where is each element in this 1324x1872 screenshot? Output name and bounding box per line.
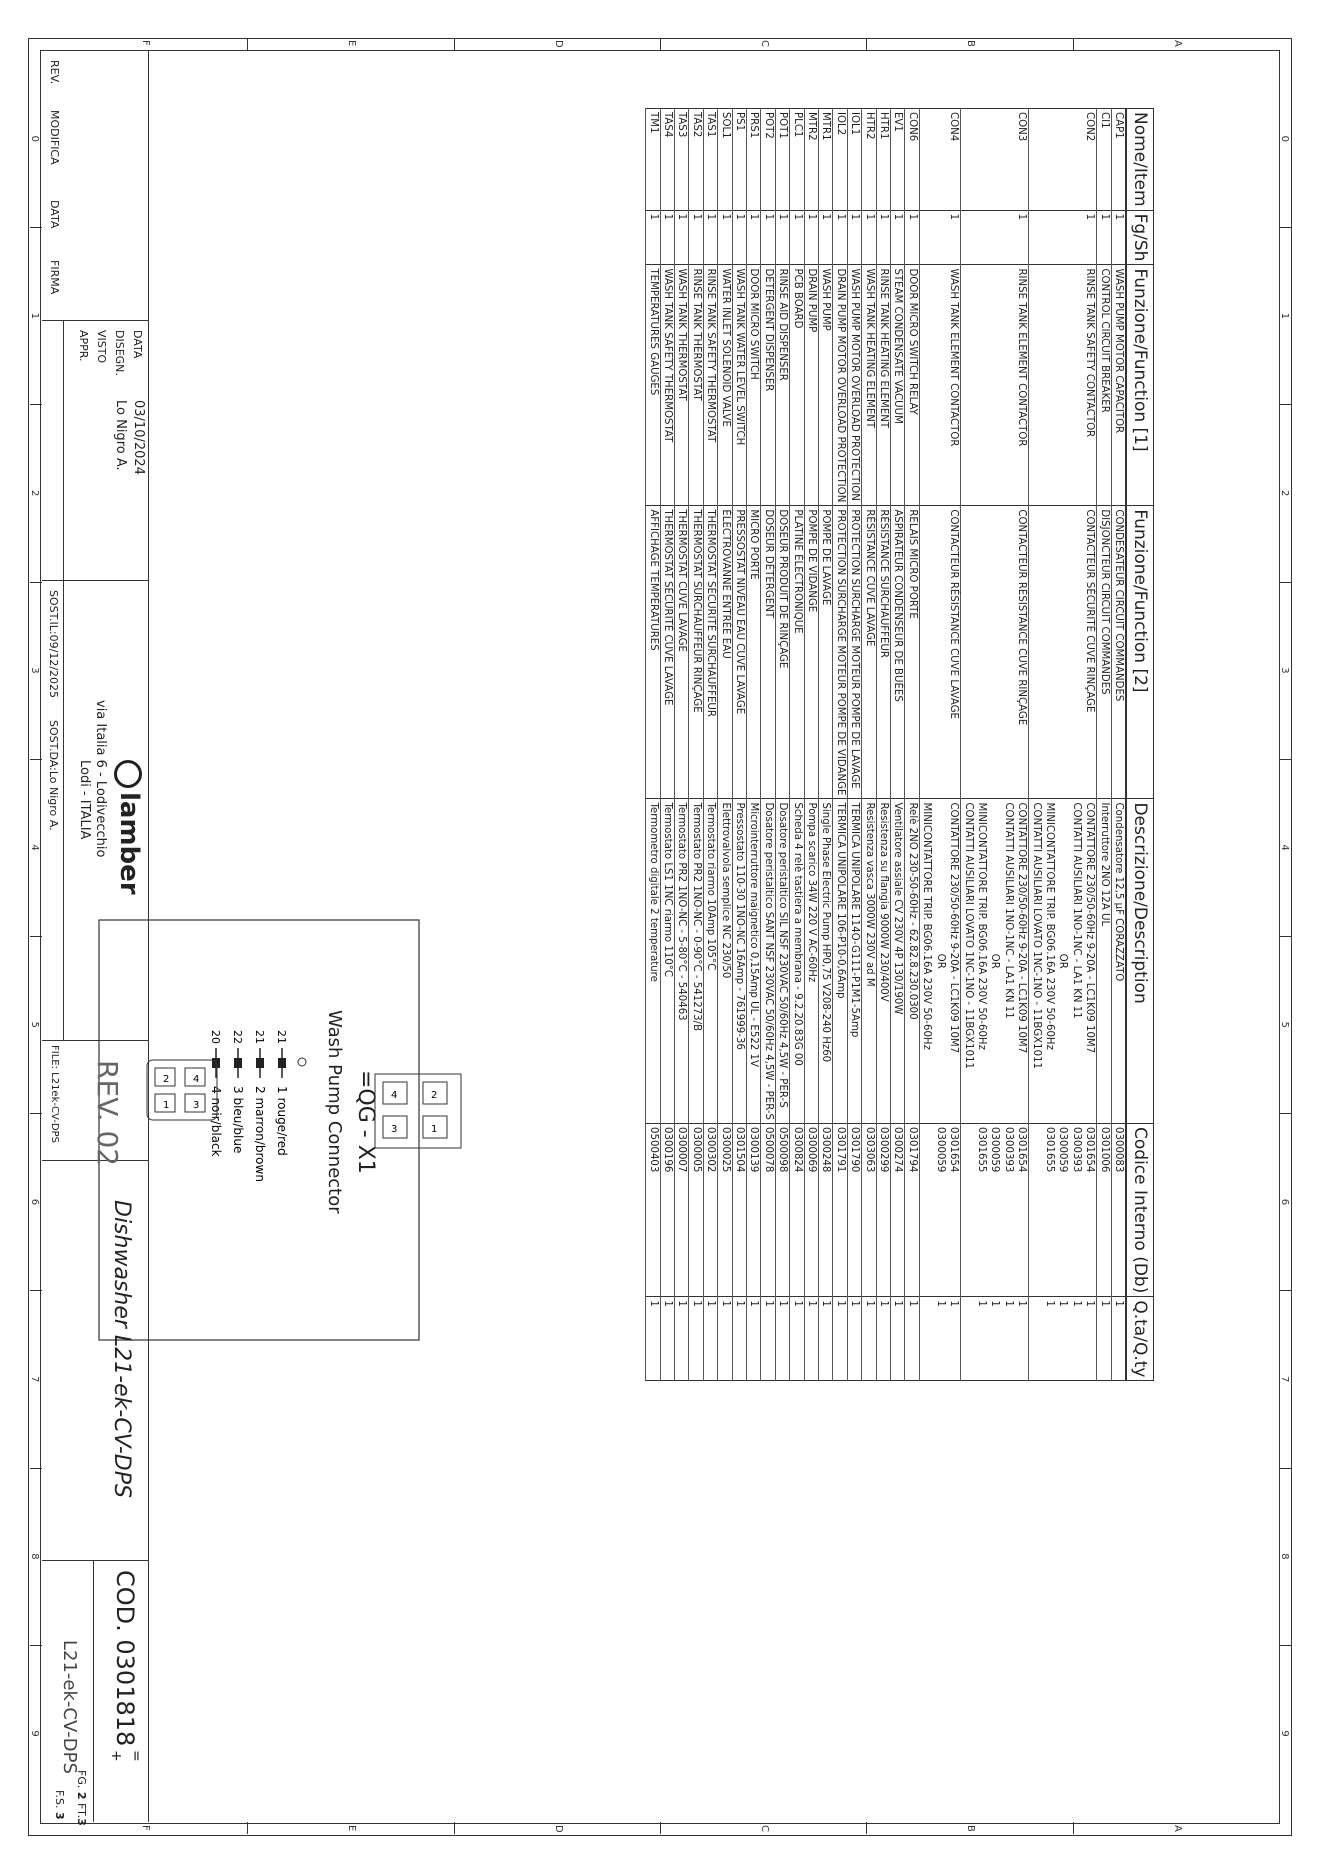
header-function-2: Funzione/Function [2] [1126, 506, 1154, 799]
tb-sost-il: SOST.IL:09/12/2025 [47, 590, 60, 699]
cell-description: Pressostato 110-30 1NO-NC 16Amp - 761999-36 [732, 799, 746, 1124]
tb-firma: FIRMA [48, 260, 61, 295]
cell-item: CON2 [1029, 109, 1097, 211]
cell-code: 0301794 [905, 1124, 919, 1297]
tb-code: COD. 0301818 [111, 1570, 139, 1747]
cell-item: HTR2 [862, 109, 876, 211]
zone-column-label: 3 [1279, 667, 1290, 674]
connector-subtitle: Wash Pump Connector [324, 1010, 345, 1214]
pin-b4: 1 [431, 1124, 438, 1135]
cell-description: Termostato PR2 1NO-NC - 5-80°C - 540463 [675, 799, 689, 1124]
pin-a1: 2 [163, 1074, 170, 1085]
wire-number: 21 [275, 1030, 288, 1044]
cell-function-2: THERMOSTAT SÉCURITÉ SURCHAUFFEUR [703, 506, 717, 799]
cell-item: CON6 [905, 109, 919, 211]
cell-sheet: 1 [905, 210, 919, 265]
cell-qty: 1 [1097, 1297, 1111, 1381]
cell-item: TAS1 [703, 109, 717, 211]
cell-function-2: MICRO PORTE [747, 506, 761, 799]
wire-number: 21 [253, 1030, 266, 1044]
header-code: Codice Interno (Db) [1126, 1124, 1154, 1297]
cell-function-2: PRESSOSTAT NIVEAU EAU CUVE LAVAGE [732, 506, 746, 799]
cell-sheet: 1 [919, 210, 960, 265]
cell-sheet: 1 [847, 210, 861, 265]
cell-qty: 1 [819, 1297, 833, 1381]
cell-function-1: WASH TANK HEATING ELEMENT [862, 265, 876, 506]
tb-appr: APPR. [77, 330, 90, 362]
cell-sheet: 1 [1029, 210, 1097, 265]
cell-function-2: PROTECTION SURCHARGE MOTEUR POMPE DE VIDANGE [833, 506, 847, 799]
cell-description: Relè 2NO 230-50-60Hz - 62.82.8.230.0300 [905, 799, 919, 1124]
tb-address1: via Italia 6 - Lodivecchio [93, 700, 108, 858]
cell-code: 0301791 [833, 1124, 847, 1297]
cell-item: PLC1 [790, 109, 804, 211]
zone-column-label: 3 [29, 667, 40, 674]
cell-description: Single Phase Electric Pump HP0,75 V208-240 Hz60 [819, 799, 833, 1124]
cell-qty: 1 [790, 1297, 804, 1381]
cell-code: 0301006 [1097, 1124, 1111, 1297]
tb-plus: + [108, 1750, 124, 1762]
header-item: Nome/Item [1126, 109, 1154, 211]
zone-column-label: 0 [1279, 135, 1290, 142]
tb-file: FILE: L21ek-CV-DPS [49, 1045, 60, 1143]
cell-code: 0300005 [689, 1124, 703, 1297]
cell-code: 0300139 [747, 1124, 761, 1297]
cell-function-2: POMPE DE LAVAGE [819, 506, 833, 799]
tb-sost-da: SOST.DA:Lo Nigro A. [47, 720, 60, 831]
cell-qty: 1 [804, 1297, 818, 1381]
cell-function-1: CONTROL CIRCUIT BREAKER [1097, 265, 1111, 506]
cell-function-1: DETERGENT DISPENSER [761, 265, 775, 506]
cell-item: PRS1 [747, 109, 761, 211]
zone-row-label: F [140, 1825, 152, 1831]
cell-description: Dosatore peristaltico SANT NSF 230VAC 50/60Hz 4,5W - PER-S [761, 799, 775, 1124]
wire-label: 1 rouge/red [275, 1086, 289, 1156]
cell-description: CONTATTORE 230/50-60Hz 9-20A - LC1K09 10M7 OR MINICONTATTORE TRIP. BG06.16A 230V 50-60Hz [919, 799, 960, 1124]
cell-function-2: DOSEUR PRODUIT DE RINÇAGE [775, 506, 789, 799]
cell-function-1: RINSE TANK SAFETY CONTACTOR [1029, 265, 1097, 506]
header-qty: Q.ta/Q.ty [1126, 1297, 1154, 1381]
cell-description: CONTATTORE 230/50-60Hz 9-20A - LC1K09 10M7 CONTATTI AUSILIARI 1NO-1NC - LA1 KN 11 OR MINICONTATTORE TRIP. BG06.16A 230V 50-60Hz CONTATTI AUSILIARI LOVATO 1NC-1NO - 11BGX1011 [1029, 799, 1097, 1124]
wire-label: 4 noir/black [209, 1086, 223, 1157]
cell-sheet: 1 [660, 210, 674, 265]
cell-item: IOL2 [833, 109, 847, 211]
connector-wire [209, 1030, 223, 1157]
cell-code: 0301790 [847, 1124, 861, 1297]
connector-housing-b [375, 1074, 461, 1148]
cell-function-1: RINSE TANK HEATING ELEMENT [876, 265, 890, 506]
cell-qty: 1 [747, 1297, 761, 1381]
cell-code: 0301654 0300059 [919, 1124, 960, 1297]
cell-description: Elettrovalvola semplice NC 230/50 [718, 799, 732, 1124]
pin-b3: 3 [391, 1124, 398, 1135]
cell-item: POT2 [761, 109, 775, 211]
cell-function-2: THERMOSTAT SURCHAUFFEUR RINÇAGE [689, 506, 703, 799]
wire-number: 20 [209, 1030, 222, 1044]
cell-function-2: CONTACTEUR RÉSISTANCE CUVE RINÇAGE [961, 506, 1029, 799]
cell-qty: 1 [703, 1297, 717, 1381]
tb-disegn-label: DISEGN. [113, 330, 126, 376]
zone-column-label: 8 [1279, 1553, 1290, 1560]
zone-row-label: D [552, 40, 564, 48]
title-block [41, 50, 149, 1822]
cell-qty: 1 [847, 1297, 861, 1381]
cell-description: Resistenza vasca 3000W 230V ad M [862, 799, 876, 1124]
zone-row-label: B [965, 40, 977, 47]
cell-function-2: THERMOSTAT CUVE LAVAGE [675, 506, 689, 799]
tb-eq: = [128, 1750, 144, 1762]
connector-wire [253, 1030, 267, 1182]
cell-item: POT1 [775, 109, 789, 211]
wire-label: 2 marron/brown [253, 1086, 267, 1182]
cell-qty: 1 [891, 1297, 905, 1381]
company-logo-icon [115, 760, 143, 788]
cell-function-2: DOSEUR DÉTERGENT [761, 506, 775, 799]
cell-item: MTR1 [819, 109, 833, 211]
zone-column-label: 9 [29, 1730, 40, 1737]
cell-sheet: 1 [718, 210, 732, 265]
cell-code: 0500098 [775, 1124, 789, 1297]
cell-code: 0300299 [876, 1124, 890, 1297]
cell-function-1: WASH TANK WATER LEVEL SWITCH [732, 265, 746, 506]
cell-qty: 1 [1111, 1297, 1126, 1381]
cell-description: Dosatore peristaltico SIL NSF 230VAC 50/60Hz 4,5W - PER-S [775, 799, 789, 1124]
cell-function-1: WASH PUMP [819, 265, 833, 506]
tb-modifica: MODIFICA [48, 110, 61, 165]
cell-item: TM1 [646, 109, 660, 211]
cell-description: Scheda 4 relè tastiera a membrana - 9.2.20.83G 00 [790, 799, 804, 1124]
cell-function-1: RINSE TANK ELEMENT CONTACTOR [961, 265, 1029, 506]
cell-sheet: 1 [732, 210, 746, 265]
cell-function-1: RINSE TANK THERMOSTAT [689, 265, 703, 506]
cell-code: 0301654 0300393 0300059 0301655 [1029, 1124, 1097, 1297]
cell-qty: 1 [775, 1297, 789, 1381]
zone-row-label: A [1171, 40, 1183, 47]
cell-function-2: RÉSISTANCE CUVE LAVAGE [862, 506, 876, 799]
cell-sheet: 1 [862, 210, 876, 265]
cell-description: Microinterruttore maignetico 0,15Amp UL - E522 1V [747, 799, 761, 1124]
cell-function-2: PROTECTION SURCHARGE MOTEUR POMPE DE LAVAGE [847, 506, 861, 799]
cell-function-2: AFFICHAGE TEMPÉRATURES [646, 506, 660, 799]
cell-qty: 1 1 [919, 1297, 960, 1381]
cell-qty: 1 [718, 1297, 732, 1381]
cell-sheet: 1 [819, 210, 833, 265]
cell-description: Resistenza su flangia 9000W 230/400V [876, 799, 890, 1124]
cell-description: Termostato riarmo 10Amp 105°C [703, 799, 717, 1124]
tb-fs: F.S. 3 [53, 1790, 66, 1820]
cell-function-1: STEAM CONDENSATE VACUUM [891, 265, 905, 506]
cell-description: Interruttore 2NO 12A UL [1097, 799, 1111, 1124]
cell-function-1: WATER INLET SOLENOID VALVE [718, 265, 732, 506]
cell-sheet: 1 [961, 210, 1029, 265]
cell-sheet: 1 [703, 210, 717, 265]
tb-drawing: L21-ek-CV-DPS [59, 1640, 80, 1774]
cell-description: Pompa scarico 34W 220 V AC-60Hz [804, 799, 818, 1124]
cell-description: TERMICA UNIPOLARE 114O-G111-P1M1-5Amp [847, 799, 861, 1124]
cell-description: Termostato LS1 1NC riarmo 110°C [660, 799, 674, 1124]
cell-function-1: TEMPERATURES GAUGES [646, 265, 660, 506]
cell-item: HTR1 [876, 109, 890, 211]
cell-qty: 1 [646, 1297, 660, 1381]
cell-item: CON4 [919, 109, 960, 211]
connector-wire [275, 1030, 289, 1156]
connector-ground-circle [298, 1058, 306, 1066]
zone-row-label: A [1171, 1825, 1183, 1832]
zone-column-label: 7 [29, 1376, 40, 1383]
tb-model: Dishwasher L21-ek-CV-DPS [109, 1200, 134, 1498]
cell-code: 0300274 [891, 1124, 905, 1297]
zone-row-label: C [759, 40, 771, 47]
cell-item: PS1 [732, 109, 746, 211]
zone-row-label: C [759, 1825, 771, 1832]
cell-qty: 1 [660, 1297, 674, 1381]
cell-function-2: CONTACTEUR SÉCURITÉ CUVE RINÇAGE [1029, 506, 1097, 799]
cell-qty: 1 [732, 1297, 746, 1381]
cell-function-2: PLATINE ÉLECTRONIQUE [790, 506, 804, 799]
cell-sheet: 1 [1111, 210, 1126, 265]
cell-sheet: 1 [876, 210, 890, 265]
cell-code: 0300025 [718, 1124, 732, 1297]
zone-column-label: 4 [29, 844, 40, 851]
wire-number: 22 [231, 1030, 244, 1044]
zone-column-label: 4 [1279, 844, 1290, 851]
cell-description: Termometro digitale 2 temperature [646, 799, 660, 1124]
cell-function-2: POMPE DE VIDANGE [804, 506, 818, 799]
cell-function-2: CONTACTEUR RÉSISTANCE CUVE LAVAGE [919, 506, 960, 799]
cell-sheet: 1 [646, 210, 660, 265]
pin-b1: 4 [391, 1090, 398, 1101]
cell-function-1: WASH TANK THERMOSTAT [675, 265, 689, 506]
tb-address2: Lodi - ITALIA [77, 760, 92, 840]
cell-sheet: 1 [804, 210, 818, 265]
cell-function-2: DISJONCTEUR CIRCUIT COMMANDES [1097, 506, 1111, 799]
connector-pin-block-b [375, 1074, 461, 1148]
cell-qty: 1 [876, 1297, 890, 1381]
zone-column-label: 2 [29, 490, 40, 497]
cell-sheet: 1 [675, 210, 689, 265]
tb-data: DATA [48, 200, 61, 229]
cell-sheet: 1 [689, 210, 703, 265]
cell-code: 0303063 [862, 1124, 876, 1297]
cell-function-2: RELAIS MICRO PORTE [905, 506, 919, 799]
cell-qty: 1 1 1 1 [961, 1297, 1029, 1381]
zone-column-label: 5 [1279, 1021, 1290, 1028]
cell-code: 0300083 [1111, 1124, 1126, 1297]
zone-column-label: 7 [1279, 1376, 1290, 1383]
cell-item: EV1 [891, 109, 905, 211]
tb-visto: VISTO [95, 330, 108, 364]
cell-function-1: PCB BOARD [790, 265, 804, 506]
cell-sheet: 1 [891, 210, 905, 265]
tb-data-label: DATA [131, 330, 144, 359]
cell-code: 0300302 [703, 1124, 717, 1297]
cell-qty: 1 [833, 1297, 847, 1381]
cell-qty: 1 [689, 1297, 703, 1381]
cell-code: 0500403 [646, 1124, 660, 1297]
zone-column-label: 1 [29, 312, 40, 320]
pin-b2: 2 [431, 1090, 438, 1101]
cell-item: CAP1 [1111, 109, 1126, 211]
cell-qty: 1 [862, 1297, 876, 1381]
cell-item: SOL1 [718, 109, 732, 211]
cell-sheet: 1 [761, 210, 775, 265]
cell-qty: 1 [675, 1297, 689, 1381]
company-logo: lamber [114, 760, 144, 895]
pin-a3: 1 [163, 1100, 170, 1111]
cell-code: 0301504 [732, 1124, 746, 1297]
cell-description: Termostato PR2 1NO-NC - 0-90°C - 541273/B [689, 799, 703, 1124]
cell-function-1: DOOR MICRO SWITCH RELAY [905, 265, 919, 506]
cell-code: 0300069 [804, 1124, 818, 1297]
tb-data-value: 03/10/2024 [131, 400, 146, 475]
cell-code: 0301654 0300393 0300059 0301655 [961, 1124, 1029, 1297]
pin-a2: 4 [193, 1074, 200, 1085]
header-function-1: Funzione/Function [1] [1126, 265, 1154, 506]
wire-label: 3 bleu/blue [231, 1086, 245, 1154]
zone-column-label: 6 [1279, 1198, 1290, 1206]
connector-wire [231, 1030, 245, 1153]
pin-a4: 3 [193, 1100, 200, 1111]
cell-function-2: ASPIRATEUR CONDENSEUR DE BUÉES [891, 506, 905, 799]
cell-description: CONTATTORE 230/50-60Hz 9-20A - LC1K09 10M7 CONTATTI AUSILIARI 1NO-1NC - LA1 KN 11 OR MINICONTATTORE TRIP. BG06.16A 230V 50-60Hz CONTATTI AUSILIARI LOVATO 1NC-1NO - 11BGX1011 [961, 799, 1029, 1124]
zone-row-label: B [965, 1825, 977, 1832]
zone-row-label: F [140, 40, 152, 46]
cell-sheet: 1 [1097, 210, 1111, 265]
zone-row-label: E [346, 1825, 358, 1832]
cell-sheet: 1 [775, 210, 789, 265]
cell-sheet: 1 [833, 210, 847, 265]
zone-column-label: 5 [29, 1021, 40, 1028]
cell-function-2: RÉSISTANCE SURCHAUFFEUR [876, 506, 890, 799]
connector-title: =QG - X1 [353, 1070, 378, 1174]
cell-item: CON3 [961, 109, 1029, 211]
zone-column-label: 1 [1279, 312, 1290, 320]
cell-description: TERMICA UNIPOLARE 106-P10-0,6Amp [833, 799, 847, 1124]
cell-function-1: DRAIN PUMP [804, 265, 818, 506]
connector-housing-a [147, 1060, 217, 1120]
cell-qty: 1 1 1 1 [1029, 1297, 1097, 1381]
cell-qty: 1 [761, 1297, 775, 1381]
cell-item: IOL1 [847, 109, 861, 211]
cell-function-1: WASH PUMP MOTOR CAPACITOR [1111, 265, 1126, 506]
connector-pin-block-a [147, 1060, 217, 1120]
cell-function-1: DRAIN PUMP MOTOR OVERLOAD PROTECTION [833, 265, 847, 506]
tb-fg: FG. 2 FT.3 [75, 1770, 88, 1826]
cell-function-2: CONDESATEUR CIRCUIT COMMANDES [1111, 506, 1126, 799]
zone-column-label: 8 [29, 1553, 40, 1560]
cell-item: TAS4 [660, 109, 674, 211]
cell-sheet: 1 [747, 210, 761, 265]
cell-function-1: WASH PUMP MOTOR OVERLOAD PROTECTION [847, 265, 861, 506]
cell-function-1: WASH TANK SAFETY THERMOSTAT [660, 265, 674, 506]
cell-description: Condensatore 12,5 µF CORAZZATO [1111, 799, 1126, 1124]
zone-column-label: 0 [29, 135, 40, 142]
header-description: Descrizione/Description [1126, 799, 1154, 1124]
tb-disegn-value: Lo Nigro A. [113, 400, 128, 471]
zone-row-label: D [552, 1825, 564, 1833]
cell-function-1: RINSE TANK SAFETY THERMOSTAT [703, 265, 717, 506]
cell-function-2: THERMOSTAT SÉCURITÉ CUVE LAVAGE [660, 506, 674, 799]
cell-qty: 1 [905, 1297, 919, 1381]
zone-column-label: 6 [29, 1198, 40, 1206]
cell-code: 0300824 [790, 1124, 804, 1297]
header-sheet: Fg/Sh [1126, 210, 1154, 265]
tb-rev-big: REV. 02 [91, 1060, 124, 1167]
cell-function-1: DOOR MICRO SWITCH [747, 265, 761, 506]
cell-function-2: ÉLECTROVANNE ENTRÉE EAU [718, 506, 732, 799]
cell-function-1: RINSE AID DISPENSER [775, 265, 789, 506]
cell-item: CI1 [1097, 109, 1111, 211]
cell-item: MTR2 [804, 109, 818, 211]
cell-item: TAS2 [689, 109, 703, 211]
zone-column-label: 2 [1279, 490, 1290, 497]
cell-sheet: 1 [790, 210, 804, 265]
cell-item: TAS3 [675, 109, 689, 211]
cell-description: Ventilatore assiale CV 230V 4P 130/190W [891, 799, 905, 1124]
cell-code: 0300196 [660, 1124, 674, 1297]
tb-rev-label: REV. [48, 60, 61, 85]
zone-row-label: E [346, 40, 358, 47]
zone-column-label: 9 [1279, 1730, 1290, 1737]
cell-code: 0300248 [819, 1124, 833, 1297]
cell-code: 0500078 [761, 1124, 775, 1297]
cell-code: 0300007 [675, 1124, 689, 1297]
cell-function-1: WASH TANK ELEMENT CONTACTOR [919, 265, 960, 506]
